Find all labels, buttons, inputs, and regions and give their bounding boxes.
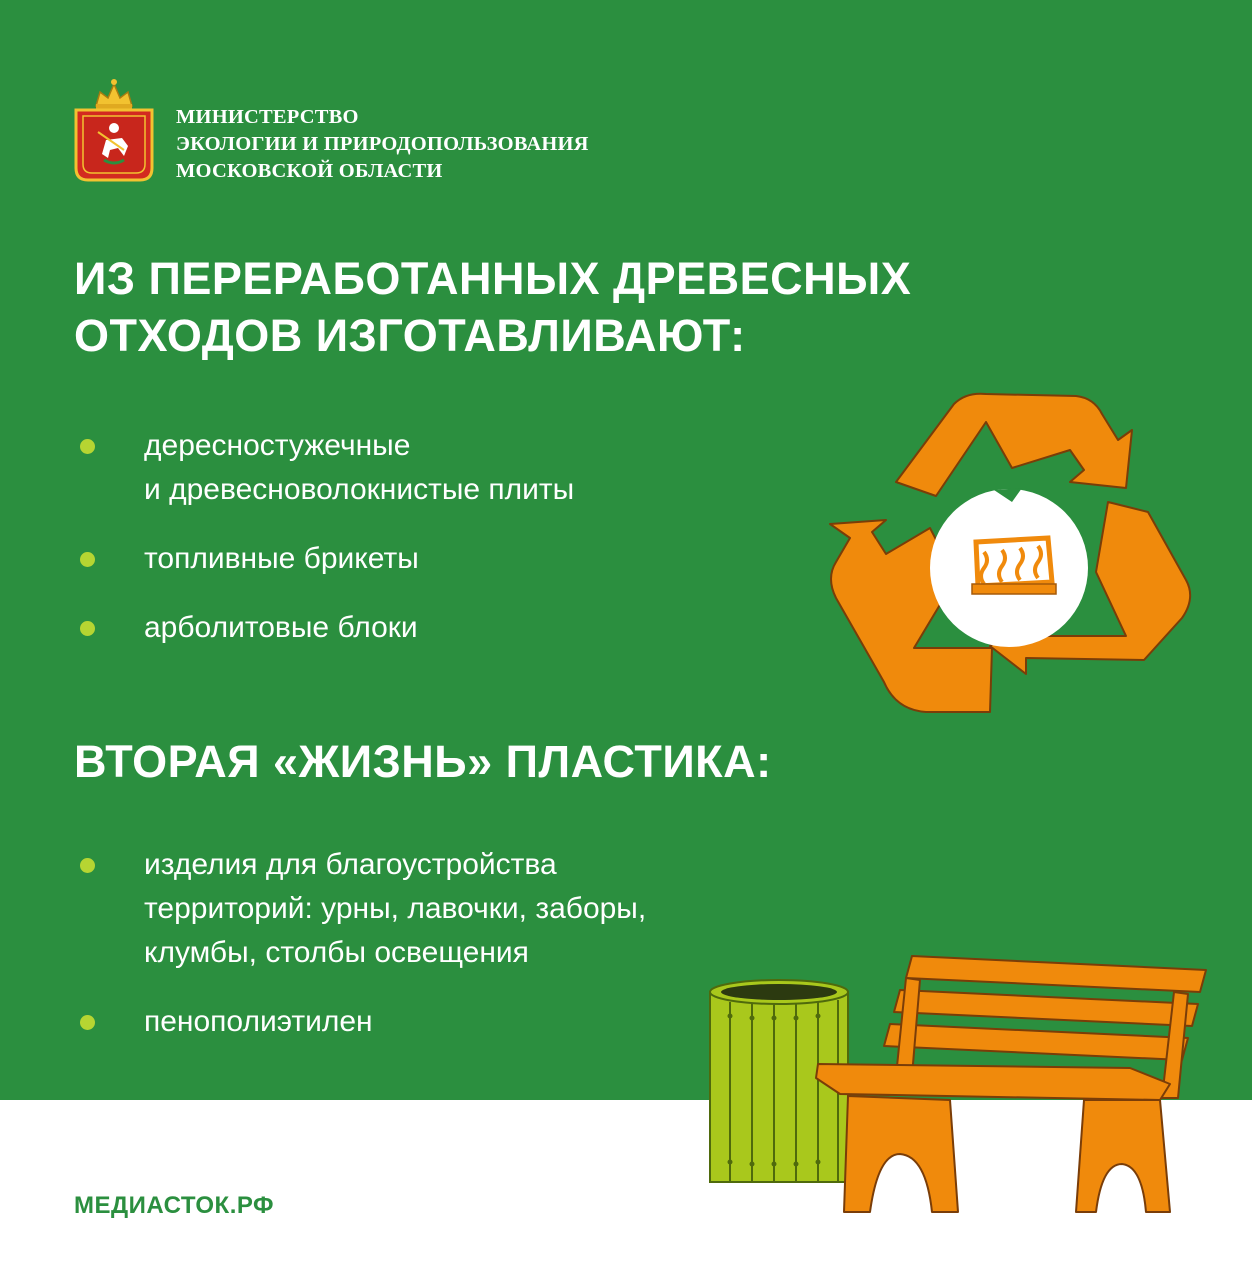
- wood-products-list: [74, 424, 574, 675]
- ministry-line: МИНИСТЕРСТВО: [176, 106, 359, 128]
- ministry-line: МОСКОВСКОЙ ОБЛАСТИ: [176, 160, 443, 182]
- bullet-dot-icon: [80, 621, 95, 636]
- list-item-text: пенополиэтилен: [144, 1005, 373, 1038]
- bench-icon: [816, 956, 1206, 1212]
- list-item-text: дересностужечные: [144, 429, 411, 462]
- list-item: [74, 424, 574, 512]
- list-item-text: арболитовые блоки: [144, 611, 418, 644]
- bullet-dot-icon: [80, 1015, 95, 1030]
- list-item: [74, 843, 646, 975]
- plastic-title-line: ВТОРАЯ «ЖИЗНЬ» ПЛАСТИКА:: [74, 736, 772, 787]
- site-link[interactable]: МЕДИАСТОК.РФ: [74, 1192, 275, 1219]
- ministry-name: [176, 104, 589, 185]
- bench-and-bin-icon: [700, 950, 1220, 1220]
- ministry-line: ЭКОЛОГИИ И ПРИРОДОПОЛЬЗОВАНИЯ: [176, 133, 589, 155]
- bullet-dot-icon: [80, 552, 95, 567]
- plastic-section-title: [74, 733, 772, 790]
- bullet-dot-icon: [80, 858, 95, 873]
- list-item-text: клумбы, столбы освещения: [144, 936, 529, 969]
- list-item: [74, 606, 574, 650]
- bullet-dot-icon: [80, 439, 95, 454]
- moscow-oblast-coat-of-arms-icon: [74, 76, 154, 182]
- plastic-products-list: [74, 843, 646, 1069]
- wood-title-line: ОТХОДОВ ИЗГОТАВЛИВАЮТ:: [74, 310, 746, 361]
- list-item-text: и древесноволокнистые плиты: [144, 473, 575, 506]
- list-item: [74, 1000, 646, 1044]
- list-item: [74, 537, 574, 581]
- wood-title-line: ИЗ ПЕРЕРАБОТАННЫХ ДРЕВЕСНЫХ: [74, 253, 912, 304]
- recycle-wood-icon: [826, 392, 1192, 738]
- list-item-text: топливные брикеты: [144, 542, 419, 575]
- wood-section-title: [74, 250, 911, 364]
- list-item-text: изделия для благоустройства: [144, 848, 557, 881]
- list-item-text: территорий: урны, лавочки, заборы,: [144, 892, 647, 925]
